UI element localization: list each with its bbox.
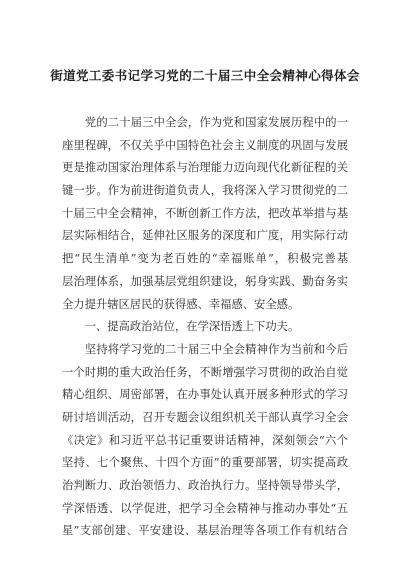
body-line: 星”支部创建、平安建设、基层治理等各项工作有机结合 (62, 524, 348, 538)
body-line: 座里程碑，不仅关乎中国特色社会主义制度的巩固与发展 (62, 138, 348, 152)
body-line: 更是推动国家治理体系与治理能力迈向现代化新征程的关 (62, 161, 348, 175)
body-line: 精心组织、周密部署，在办事处认真开展多种形式的学习 (62, 388, 348, 402)
body-line: 研讨培训活动，召开专题会议组织机关干部认真学习全会 (62, 410, 348, 424)
body-line: 层实际相结合，延伸社区服务的深度和广度，用实际行动 (62, 229, 348, 243)
document-title: 街道党工委书记学习党的二十届三中全会精神心得体会 (50, 68, 360, 83)
body-line: 十届三中全会精神，不断创新工作方法，把改革举措与基 (62, 206, 348, 220)
body-line: 层治理体系，加强基层党组织建设，躬身实践、勤奋务实 (62, 274, 348, 288)
body-line: 治判断力、政治领悟力、政治执行力。坚持领导带头学， (62, 479, 348, 492)
document-body (62, 112, 348, 543)
body-line: 把“民生清单”变为老百姓的“幸福账单”，积极完善基 (62, 252, 348, 266)
body-line: 坚持将学习党的二十届三中全会精神作为当前和今后 (62, 342, 348, 356)
body-line: 一个时期的重大政治任务，不断增强学习贯彻的政治自觉 (62, 365, 348, 379)
body-line: 党的二十届三中全会，作为党和国家发展历程中的一 (62, 116, 348, 129)
body-line: 坚持、七个聚焦、十四个方面”的重要部署，切实提高政 (62, 456, 348, 470)
body-line: 键一步。作为前进街道负责人，我将深入学习贯彻党的二 (62, 184, 348, 198)
body-line: 全力提升辖区居民的获得感、幸福感、安全感。 (62, 297, 300, 311)
body-line: 学深悟透、以学促进，把学习全会精神与推动办事处“五 (62, 501, 348, 515)
body-line: 《决定》和习近平总书记重要讲话精神，深刻领会“六个 (62, 433, 348, 447)
section-heading: 一、提高政治站位，在学深悟透上下功夫。 (62, 320, 300, 334)
